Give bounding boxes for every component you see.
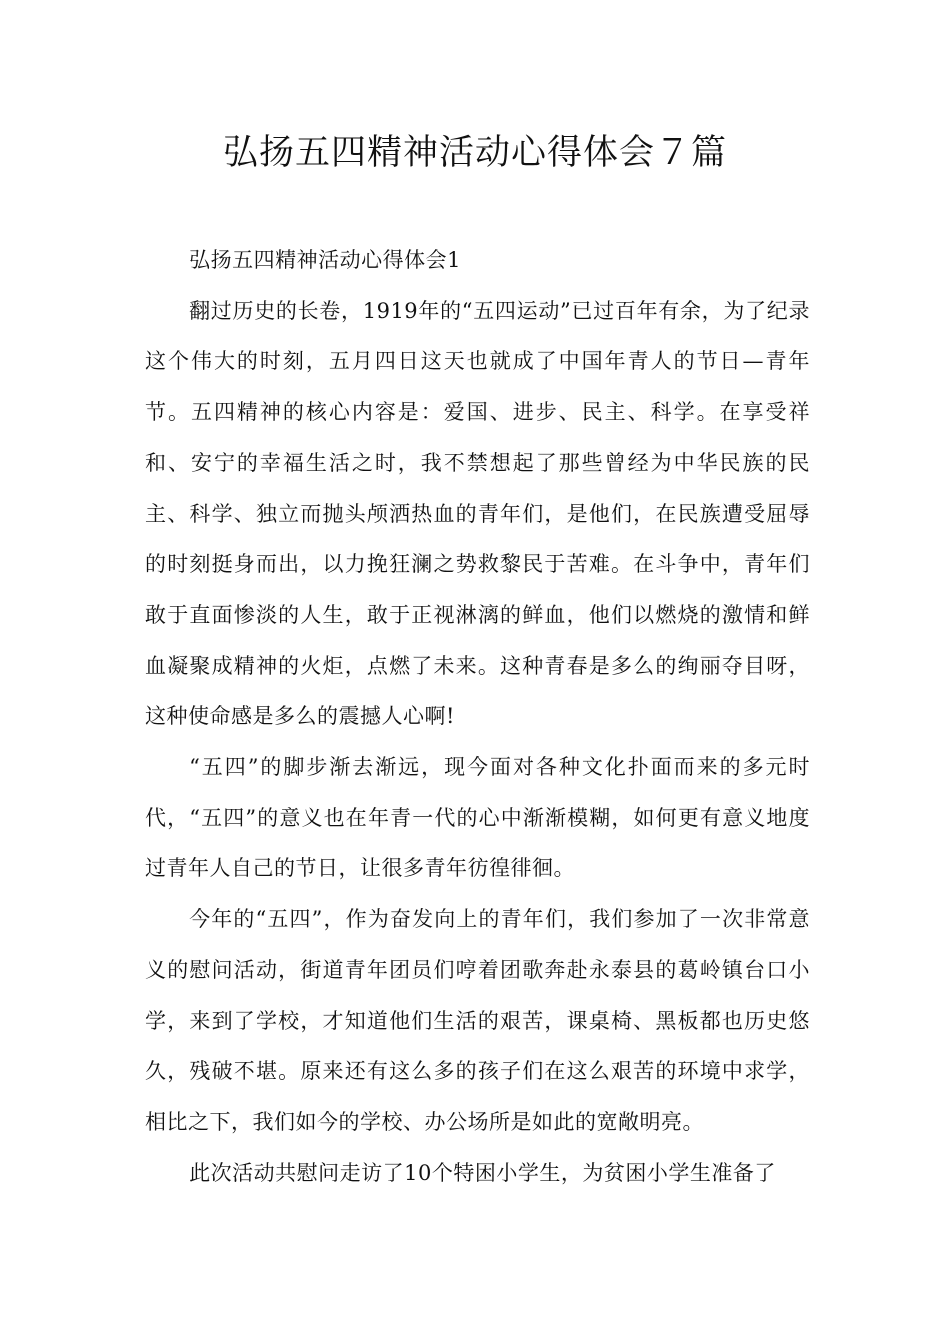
document-title: 弘扬五四精神活动心得体会７篇 (222, 133, 727, 173)
document-body (145, 235, 810, 1198)
section-heading: 弘扬五四精神活动心得体会1 (189, 248, 461, 272)
paragraph: 翻过历史的长卷，1919年的“五四运动”已过百年有余，为了纪录这个伟大的时刻，五月四日这天也就成了中国年青人的节日—青年节。五四精神的核心内容是：爱国、进步、民主、科学。在享受祥和、安宁的幸福生活之时，我不禁想起了那些曾经为中华民族的民主、科学、独立而抛头颅洒热血的青年们，是他们，在民族遭受屈辱的时刻挺身而出，以力挽狂澜之势救黎民于苦难。在斗争中，青年们敢于直面惨淡的人生，敢于正视淋漓的鲜血，他们以燃烧的激情和鲜血凝聚成精神的火炬，点燃了未来。这种青春是多么的绚丽夺目呀，这种使命感是多么的震撼人心啊! (145, 298, 810, 729)
paragraph: 今年的“五四”，作为奋发向上的青年们，我们参加了一次非常意义的慰问活动，街道青年团员们哼着团歌奔赴永泰县的葛岭镇台口小学，来到了学校，才知道他们生活的艰苦，课桌椅、黑板都也历史悠久，残破不堪。原来还有这么多的孩子们在这么艰苦的环境中求学，相比之下，我们如今的学校、办公场所是如此的宽敞明亮。 (145, 907, 810, 1134)
paragraph: 此次活动共慰问走访了10个特困小学生，为贫困小学生准备了 (189, 1160, 776, 1185)
paragraph: “五四”的脚步渐去渐远，现今面对各种文化扑面而来的多元时代，“五四”的意义也在年青一代的心中渐渐模糊，如何更有意义地度过青年人自己的节日，让很多青年彷徨徘徊。 (145, 755, 810, 881)
